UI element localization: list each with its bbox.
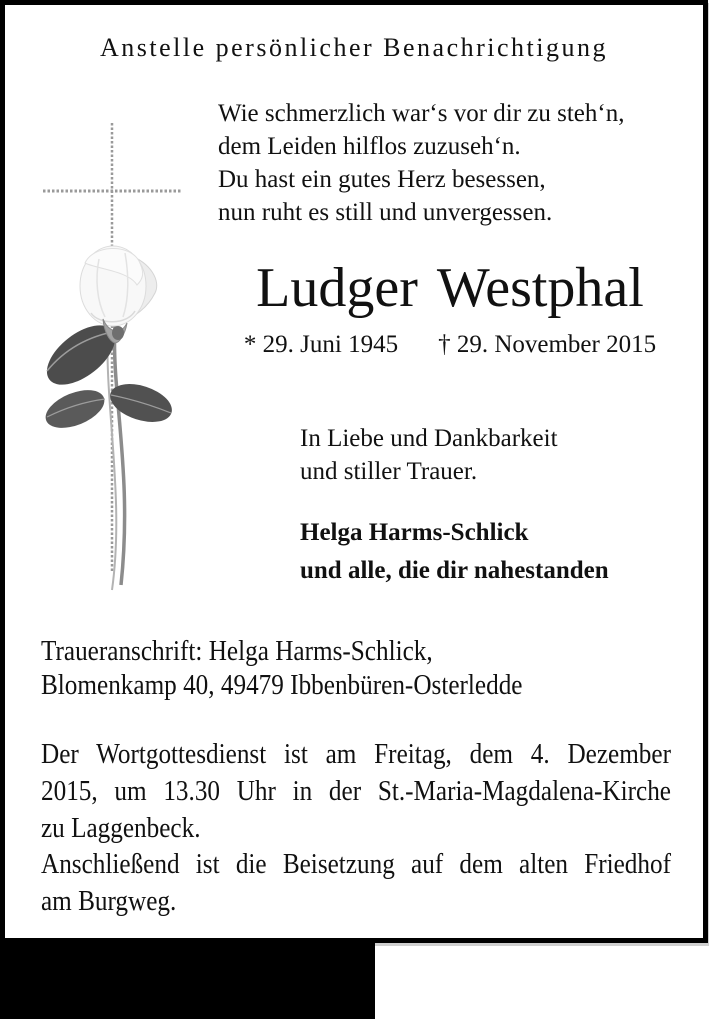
deceased-section xyxy=(220,257,680,359)
notice-header: Anstelle persönlicher Benachrichtigung xyxy=(100,33,608,62)
burial-line: am Burgweg. xyxy=(41,886,177,917)
memorial-poem xyxy=(218,97,624,229)
mourner-line: und alle, die dir nahestanden xyxy=(300,557,609,584)
service-line: 2015, um 13.30 Uhr in der St.-Maria-Magdalena-Kirche xyxy=(41,776,671,807)
mourning-address xyxy=(41,635,522,703)
poem-line: dem Leiden hilflos zuzuseh‘n. xyxy=(218,133,521,160)
condolence-line: In Liebe und Dankbarkeit xyxy=(300,425,558,452)
death-date: † 29. November 2015 xyxy=(438,331,657,358)
condolence-line: und stiller Trauer. xyxy=(300,458,478,485)
burial-line: Anschließend ist die Beisetzung auf dem alten Friedhof xyxy=(41,849,671,880)
address-line: Blomenkamp 40, 49479 Ibbenbüren-Osterledde xyxy=(41,670,523,701)
poem-line: Wie schmerzlich war‘s vor dir zu steh‘n, xyxy=(218,100,625,127)
burial-announcement xyxy=(41,846,671,920)
rose-cross-image xyxy=(33,103,198,603)
service-line: Der Wortgottesdienst ist am Freitag, dem 4. Dezember xyxy=(41,739,671,770)
birth-date: * 29. Juni 1945 xyxy=(243,331,399,358)
poem-line: Du hast ein gutes Herz besessen, xyxy=(218,166,546,193)
address-line: Traueranschrift: Helga Harms-Schlick, xyxy=(41,636,433,667)
condolence-section xyxy=(300,422,609,590)
life-dates xyxy=(220,331,680,359)
mourner-name: Helga Harms-Schlick xyxy=(300,519,529,546)
bottom-black-bar xyxy=(0,940,375,1019)
service-line: zu Laggenbeck. xyxy=(41,813,201,844)
deceased-name: Ludger Westphal xyxy=(256,257,644,319)
mourners-list xyxy=(300,514,609,590)
service-announcement xyxy=(41,736,671,847)
poem-line: nun ruht es still und unvergessen. xyxy=(218,199,553,226)
